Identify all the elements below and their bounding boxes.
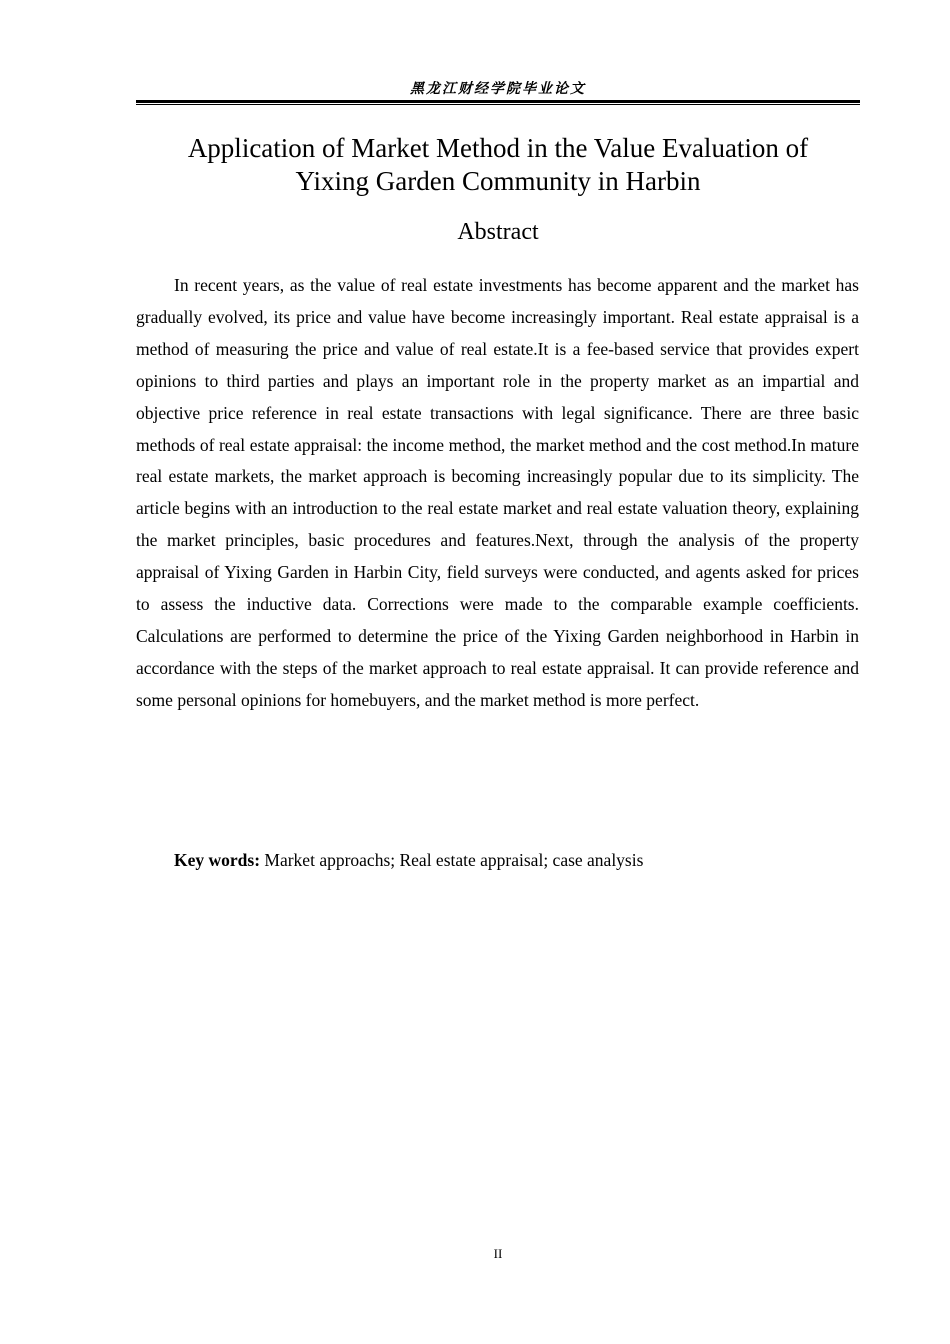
page-number: II — [493, 1246, 503, 1261]
keywords-label: Key words: — [174, 850, 261, 870]
header-rule — [136, 100, 860, 105]
running-header: 黑龙江财经学院毕业论文 — [410, 81, 586, 97]
keywords — [174, 846, 860, 874]
abstract-heading: Abstract — [457, 219, 539, 245]
abstract-body: In recent years, as the value of real estate investments has become apparent and the market has gradually evolved, its price and value have become increasingly important. Real estate appraisal is a method of measuring the price and value of real estate.It is a fee-based service that provides expert opinions to third parties and plays an important role in the property market as an impartial and objective price reference in real estate transactions with legal significance. There are three basic methods of real estate appraisal: the income method, the market method and the cost method.In mature real estate markets, the market approach is becoming increasingly popular due to its simplicity. The article begins with an introduction to the real estate market and real estate valuation theory, explaining the market principles, basic procedures and features.Next, through the analysis of the property appraisal of Yixing Garden in Harbin City, field surveys were conducted, and agents asked for prices to assess the inductive data. Corrections were made to the comparable example coefficients. Calculations are performed to determine the price of the Yixing Garden neighborhood in Harbin in accordance with the steps of the market approach to real estate appraisal. It can provide reference and some personal opinions for homebuyers, and the market method is more perfect. — [136, 275, 859, 710]
paper-title-line-2: Yixing Garden Community in Harbin — [295, 166, 701, 196]
paper-title — [136, 132, 860, 198]
paper-title-line-1: Application of Market Method in the Value Evaluation of — [187, 133, 809, 163]
keywords-value: Market approachs; Real estate appraisal; case analysis — [260, 850, 644, 870]
